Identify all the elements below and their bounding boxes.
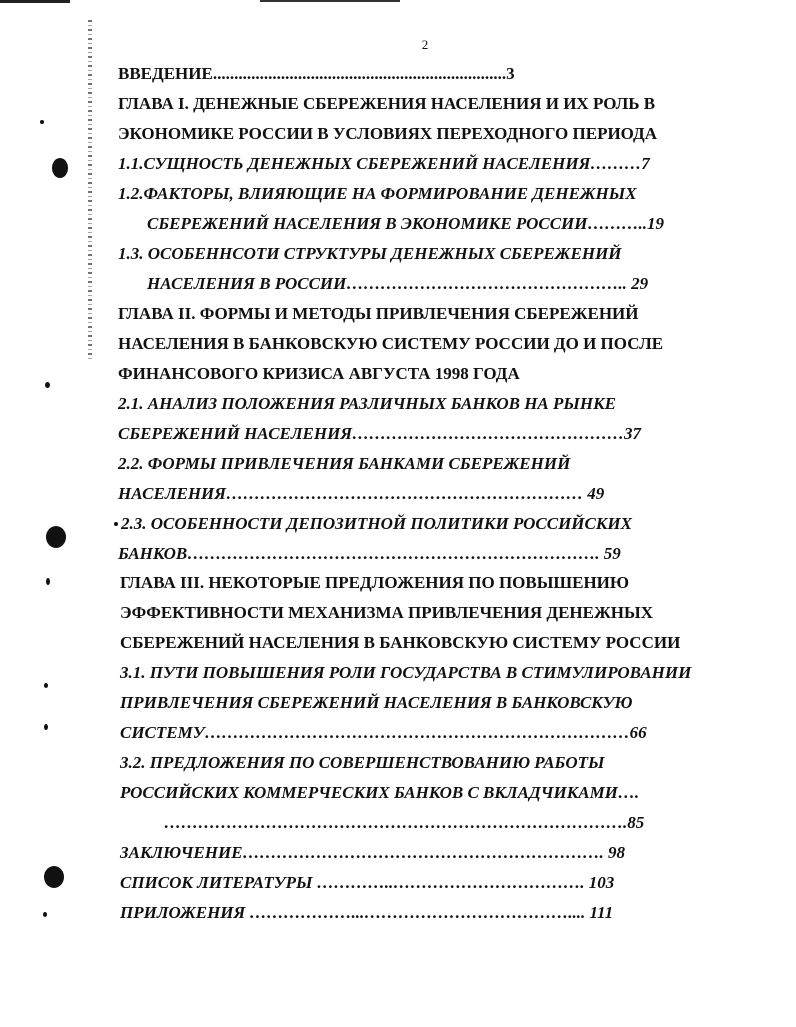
toc-section-2-3: 2.3. ОСОБЕННОСТИ ДЕПОЗИТНОЙ ПОЛИТИКИ РОССИЙСКИХ (121, 514, 632, 533)
toc-section-2-3-cont: БАНКОВ………………………………………………………………. 59 (118, 544, 621, 563)
scan-edge-mark (260, 0, 400, 2)
toc-chapter-1-title-cont: ЭКОНОМИКЕ РОССИИ В УСЛОВИЯХ ПЕРЕХОДНОГО ПЕРИОДА (118, 124, 658, 143)
scan-speck (44, 724, 48, 730)
toc-section-3-2: 3.2. ПРЕДЛОЖЕНИЯ ПО СОВЕРШЕНСТВОВАНИЮ РАБОТЫ (120, 753, 605, 772)
toc-section-1-2-cont: СБЕРЕЖЕНИЙ НАСЕЛЕНИЯ В ЭКОНОМИКЕ РОССИИ………..19 (147, 214, 664, 233)
scan-edge-mark (0, 0, 70, 3)
toc-section-3-2-cont: РОССИЙСКИХ КОММЕРЧЕСКИХ БАНКОВ С ВКЛАДЧИКАМИ…. (120, 783, 640, 802)
scan-speck (40, 120, 44, 124)
toc-section-1-1: 1.1.СУЩНОСТЬ ДЕНЕЖНЫХ СБЕРЕЖЕНИЙ НАСЕЛЕНИЯ………7 (118, 154, 650, 173)
toc-section-2-1: 2.1. АНАЛИЗ ПОЛОЖЕНИЯ РАЗЛИЧНЫХ БАНКОВ НА РЫНКЕ (118, 394, 616, 413)
scan-blot (44, 866, 64, 888)
toc-section-3-2-page: ……………………………………………………………………….85 (164, 813, 645, 832)
toc-section-1-3: 1.3. ОСОБЕННСОТИ СТРУКТУРЫ ДЕНЕЖНЫХ СБЕРЕЖЕНИЙ (118, 244, 622, 263)
toc-section-3-1-cont2: СИСТЕМУ…………………………………………………………………66 (120, 723, 647, 742)
toc-chapter-3-title-cont: ЭФФЕКТИВНОСТИ МЕХАНИЗМА ПРИВЛЕЧЕНИЯ ДЕНЕЖНЫХ (120, 603, 653, 622)
toc-section-2-2-cont: НАСЕЛЕНИЯ……………………………………………………… 49 (118, 484, 605, 503)
toc-section-1-3-cont: НАСЕЛЕНИЯ В РОССИИ………………………………………….. 29 (147, 274, 649, 293)
toc-bibliography: СПИСОК ЛИТЕРАТУРЫ …………..……………………………. 103 (120, 873, 615, 892)
scan-speck (44, 683, 48, 688)
scan-speck (114, 522, 118, 526)
page-number: 2 (421, 37, 429, 52)
toc-chapter-2-title-cont: НАСЕЛЕНИЯ В БАНКОВСКУЮ СИСТЕМУ РОССИИ ДО И ПОСЛЕ (118, 334, 664, 353)
scan-speck (45, 382, 50, 388)
toc-section-2-2: 2.2. ФОРМЫ ПРИВЛЕЧЕНИЯ БАНКАМИ СБЕРЕЖЕНИЙ (118, 454, 571, 473)
toc-chapter-3-title: ГЛАВА III. НЕКОТОРЫЕ ПРЕДЛОЖЕНИЯ ПО ПОВЫШЕНИЮ (120, 573, 630, 592)
toc-chapter-2-title-cont2: ФИНАНСОВОГО КРИЗИСА АВГУСТА 1998 ГОДА (118, 364, 520, 383)
toc-introduction: ВВЕДЕНИЕ.....................................................................3 (118, 64, 515, 83)
scan-speck (43, 912, 47, 917)
scan-blot (52, 158, 68, 178)
toc-section-3-1-cont: ПРИВЛЕЧЕНИЯ СБЕРЕЖЕНИЙ НАСЕЛЕНИЯ В БАНКОВСКУЮ (120, 693, 633, 712)
scan-margin-strip (88, 20, 92, 360)
toc-appendices: ПРИЛОЖЕНИЯ ………………...……………………………….... 111 (120, 903, 614, 922)
scan-speck (46, 578, 50, 585)
toc-section-1-2: 1.2.ФАКТОРЫ, ВЛИЯЮЩИЕ НА ФОРМИРОВАНИЕ ДЕНЕЖНЫХ (118, 184, 637, 203)
toc-chapter-3-title-cont2: СБЕРЕЖЕНИЙ НАСЕЛЕНИЯ В БАНКОВСКУЮ СИСТЕМУ РОССИИ (120, 633, 681, 652)
toc-section-3-1: 3.1. ПУТИ ПОВЫШЕНИЯ РОЛИ ГОСУДАРСТВА В СТИМУЛИРОВАНИИ (120, 663, 692, 682)
toc-chapter-1-title: ГЛАВА I. ДЕНЕЖНЫЕ СБЕРЕЖЕНИЯ НАСЕЛЕНИЯ И ИХ РОЛЬ В (118, 94, 656, 113)
toc-section-2-1-cont: СБЕРЕЖЕНИЙ НАСЕЛЕНИЯ…………………………………………37 (118, 424, 642, 443)
toc-chapter-2-title: ГЛАВА II. ФОРМЫ И МЕТОДЫ ПРИВЛЕЧЕНИЯ СБЕРЕЖЕНИЙ (118, 304, 639, 323)
scan-blot (46, 526, 66, 548)
toc-conclusion: ЗАКЛЮЧЕНИЕ………………………………………………………. 98 (120, 843, 626, 862)
